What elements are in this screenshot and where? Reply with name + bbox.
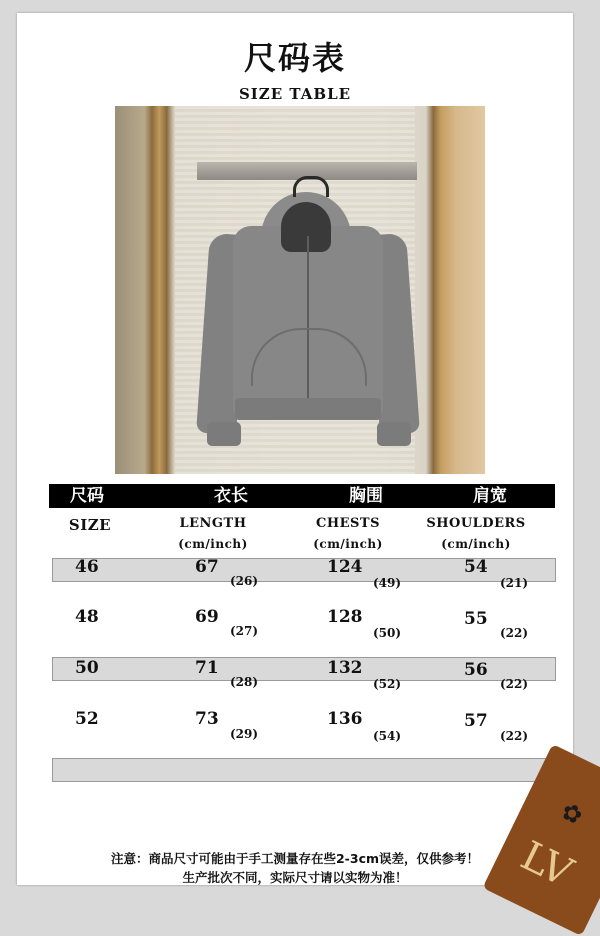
length-inch: (26) xyxy=(230,574,259,588)
shoulder-value: 56 xyxy=(464,660,488,680)
chest-inch: (49) xyxy=(373,576,402,590)
chest-value: 132 xyxy=(327,658,363,678)
shoulder-value: 57 xyxy=(464,711,488,731)
shoulder-value: 54 xyxy=(464,557,488,577)
size-value: 46 xyxy=(75,557,99,577)
table-row-stripe xyxy=(52,758,556,782)
product-photo xyxy=(115,106,485,474)
header-shoulder-en: SHOULDERS (cm/inch) xyxy=(426,516,526,551)
length-inch: (29) xyxy=(230,727,259,741)
size-value: 50 xyxy=(75,658,99,678)
shoulder-inch: (22) xyxy=(500,729,529,743)
flower-icon: ✿ xyxy=(556,796,588,831)
brand-monogram: LV xyxy=(513,832,580,897)
chest-inch: (50) xyxy=(373,626,402,640)
table-header-band xyxy=(49,484,555,508)
chest-value: 136 xyxy=(327,709,363,729)
length-value: 73 xyxy=(195,709,219,729)
length-value: 71 xyxy=(195,658,219,678)
chest-inch: (52) xyxy=(373,677,402,691)
size-value: 52 xyxy=(75,709,99,729)
size-chart-sheet xyxy=(17,13,573,885)
header-size-en: SIZE xyxy=(68,516,112,534)
header-chest-en: CHESTS (cm/inch) xyxy=(313,516,383,551)
header-chest-cn: 胸围 xyxy=(349,486,383,506)
shoulder-inch: (21) xyxy=(500,576,529,590)
note-line-2: 生产批次不同，实际尺寸请以实物为准！ xyxy=(182,870,408,885)
shoulder-value: 55 xyxy=(464,609,488,629)
header-size-cn: 尺码 xyxy=(70,486,104,506)
page-title: 尺码表 xyxy=(243,39,346,77)
shoulder-inch: (22) xyxy=(500,677,529,691)
shoulder-inch: (22) xyxy=(500,626,529,640)
size-value: 48 xyxy=(75,607,99,627)
page-subtitle: SIZE TABLE xyxy=(238,85,352,103)
chest-value: 124 xyxy=(327,557,363,577)
chest-value: 128 xyxy=(327,607,363,627)
header-shoulder-cn: 肩宽 xyxy=(473,486,507,506)
length-value: 67 xyxy=(195,557,219,577)
chest-inch: (54) xyxy=(373,729,402,743)
header-length-cn: 衣长 xyxy=(214,486,248,506)
length-inch: (28) xyxy=(230,675,259,689)
length-inch: (27) xyxy=(230,624,259,638)
note-line-1: 注意：商品尺寸可能由于手工测量存在些2-3cm误差，仅供参考！ xyxy=(110,851,480,866)
header-length-en: LENGTH (cm/inch) xyxy=(178,516,248,551)
length-value: 69 xyxy=(195,607,219,627)
